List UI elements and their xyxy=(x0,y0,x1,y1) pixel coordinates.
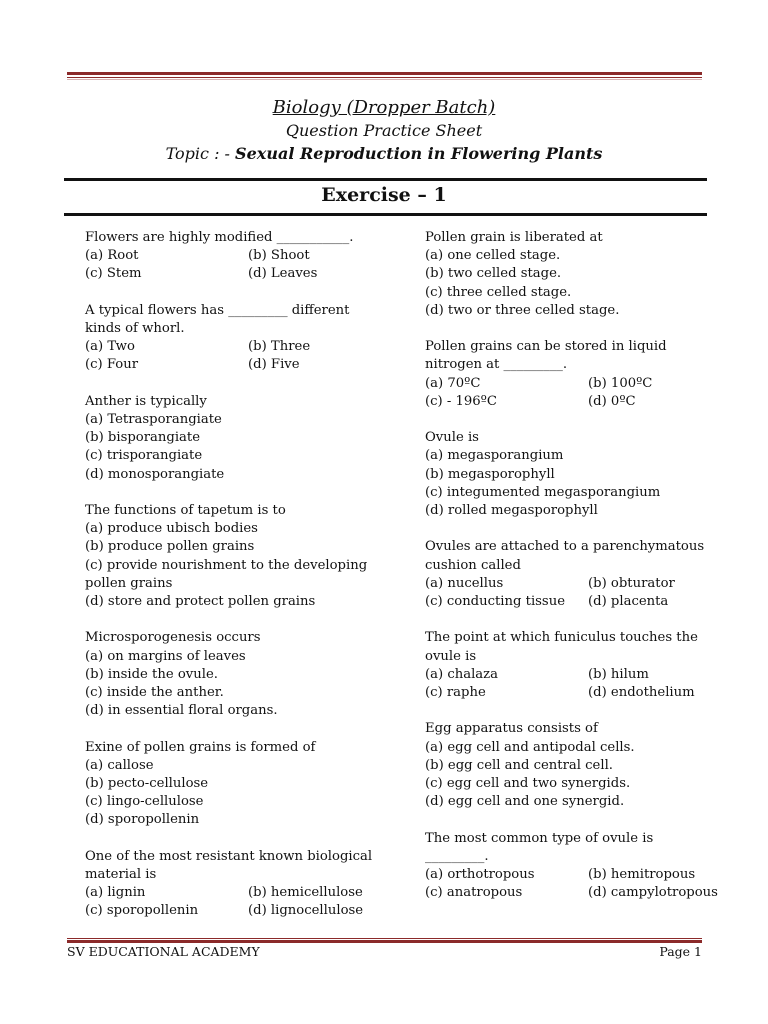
option-text: (b) Shoot xyxy=(248,248,310,264)
option-text: (b) hemicellulose xyxy=(248,885,363,901)
question-text: Pollen grain is liberated at xyxy=(425,230,603,245)
option-row xyxy=(425,593,725,611)
exercise-title: Exercise – 1 xyxy=(321,184,447,206)
option-text: (a) lignin xyxy=(85,885,146,901)
option-text: (d) Leaves xyxy=(248,266,318,282)
question-line: (c) three celled stage. xyxy=(425,284,572,300)
option-text: (c) Four xyxy=(85,357,139,373)
option-row xyxy=(85,356,385,374)
question-text: Flowers are highly modified ___________. xyxy=(85,230,354,245)
question-line: (b) bisporangiate xyxy=(85,430,201,446)
option-row xyxy=(425,666,725,684)
option-text: (b) 100ºC xyxy=(588,375,653,391)
question-line: (a) one celled stage. xyxy=(425,248,561,264)
question-line: (a) Tetrasporangiate xyxy=(85,412,222,427)
question-line: (c) egg cell and two synergids. xyxy=(425,776,631,792)
question-line: nitrogen at _________. xyxy=(425,357,568,373)
option-row xyxy=(85,247,385,265)
option-text: (d) lignocellulose xyxy=(248,903,364,919)
bottom-rule xyxy=(67,936,702,943)
option-text: (d) Five xyxy=(248,357,300,373)
option-row xyxy=(85,265,385,283)
question-line: (a) egg cell and antipodal cells. xyxy=(425,739,635,755)
question-text: Ovules are attached to a parenchymatous xyxy=(425,539,705,555)
question-line: (a) megasporangium xyxy=(425,448,564,464)
question-line: (c) integumented megasporangium xyxy=(425,484,661,500)
sheet-header xyxy=(0,96,768,166)
option-text: (d) placenta xyxy=(588,594,669,610)
question-block xyxy=(425,338,725,411)
option-row xyxy=(85,884,385,902)
option-text: (b) hemitropous xyxy=(588,867,696,883)
question-text: Pollen grains can be stored in liquid xyxy=(425,339,667,355)
question-line: material is xyxy=(85,867,157,883)
sheet-subtitle: Question Practice Sheet xyxy=(285,121,483,140)
question-text: A typical flowers has _________ different xyxy=(85,302,350,318)
question-block xyxy=(85,302,385,375)
option-text: (a) orthotropous xyxy=(425,867,535,883)
question-line: pollen grains xyxy=(85,575,173,591)
option-text: (c) sporopollenin xyxy=(85,903,199,919)
option-row xyxy=(425,375,725,393)
question-text: Microsporogenesis occurs xyxy=(85,630,261,646)
question-line: (c) lingo-cellulose xyxy=(85,794,204,810)
option-text: (a) nucellus xyxy=(425,575,504,591)
question-line: cushion called xyxy=(425,557,521,573)
question-line: (d) sporopollenin xyxy=(85,812,200,828)
top-rule xyxy=(67,72,702,80)
exercise-rule-bottom xyxy=(64,213,707,216)
option-text: (a) 70ºC xyxy=(425,375,481,391)
option-text: (d) 0ºC xyxy=(588,393,636,409)
question-line: (d) in essential floral organs. xyxy=(85,703,278,719)
option-text: (b) obturator xyxy=(588,575,675,591)
question-block xyxy=(85,393,385,484)
question-text: One of the most resistant known biological xyxy=(85,848,373,864)
question-line: (d) egg cell and one synergid. xyxy=(425,794,625,810)
question-text: The point at which funiculus touches the xyxy=(425,630,698,646)
option-text: (c) - 196ºC xyxy=(425,393,497,409)
question-line: (b) pecto-cellulose xyxy=(85,776,209,792)
footer-academy: SV EDUCATIONAL ACADEMY xyxy=(67,944,260,959)
question-line: (b) two celled stage. xyxy=(425,266,562,282)
option-text: (a) Two xyxy=(85,339,135,355)
question-block xyxy=(425,720,725,811)
question-line: (b) inside the ovule. xyxy=(85,666,218,682)
question-line: (d) two or three celled stage. xyxy=(425,302,620,318)
question-text: The most common type of ovule is xyxy=(425,830,654,846)
option-row xyxy=(425,393,725,411)
questions-left-column xyxy=(85,229,385,939)
footer-page-number: Page 1 xyxy=(659,944,702,959)
question-line: (d) store and protect pollen grains xyxy=(85,594,316,610)
sheet-title: Biology (Dropper Batch) xyxy=(272,97,496,118)
question-block xyxy=(85,739,385,830)
question-line: (b) egg cell and central cell. xyxy=(425,757,613,773)
question-text: The functions of tapetum is to xyxy=(85,503,286,518)
option-text: (a) chalaza xyxy=(425,666,498,682)
question-line: (b) megasporophyll xyxy=(425,466,555,482)
question-text: Egg apparatus consists of xyxy=(425,721,598,737)
topic-prefix: Topic : - xyxy=(165,144,236,163)
option-row xyxy=(425,684,725,702)
question-block xyxy=(85,229,385,284)
option-row xyxy=(425,575,725,593)
question-text: Exine of pollen grains is formed of xyxy=(85,739,316,755)
question-line: kinds of whorl. xyxy=(85,321,185,336)
question-text: Ovule is xyxy=(425,430,479,446)
page-footer xyxy=(67,944,702,959)
question-line: (c) inside the anther. xyxy=(85,685,224,701)
question-block xyxy=(85,848,385,921)
option-text: (c) anatropous xyxy=(425,885,523,901)
questions-right-column xyxy=(425,229,725,921)
option-text: (d) endothelium xyxy=(588,685,695,701)
question-line: _________. xyxy=(425,848,489,864)
question-line: (b) produce pollen grains xyxy=(85,539,255,555)
question-line: (a) produce ubisch bodies xyxy=(85,521,258,537)
option-row xyxy=(85,338,385,356)
option-text: (c) Stem xyxy=(85,266,142,282)
exercise-rule-top xyxy=(64,178,707,181)
option-text: (d) campylotropous xyxy=(588,885,718,901)
question-block xyxy=(425,629,725,702)
option-row xyxy=(425,884,725,902)
question-line: ovule is xyxy=(425,648,477,664)
question-block xyxy=(425,229,725,320)
option-row xyxy=(85,902,385,920)
option-text: (c) raphe xyxy=(425,685,486,701)
question-line: (d) rolled megasporophyll xyxy=(425,503,598,519)
question-line: (c) trisporangiate xyxy=(85,448,203,464)
question-line: (c) provide nourishment to the developing xyxy=(85,557,368,573)
topic-name: Sexual Reproduction in Flowering Plants xyxy=(235,144,603,163)
question-line: (a) on margins of leaves xyxy=(85,648,246,664)
sheet-topic xyxy=(0,142,768,166)
question-block xyxy=(85,629,385,720)
option-text: (a) Root xyxy=(85,248,139,264)
question-text: Anther is typically xyxy=(85,393,207,409)
question-line: (d) monosporangiate xyxy=(85,466,225,482)
question-line: (a) callose xyxy=(85,757,154,773)
option-row xyxy=(425,866,725,884)
question-block xyxy=(425,830,725,903)
question-block xyxy=(85,502,385,611)
option-text: (c) conducting tissue xyxy=(425,594,566,610)
option-text: (b) hilum xyxy=(588,666,649,682)
option-text: (b) Three xyxy=(248,339,311,355)
question-block xyxy=(425,538,725,611)
question-block xyxy=(425,429,725,520)
